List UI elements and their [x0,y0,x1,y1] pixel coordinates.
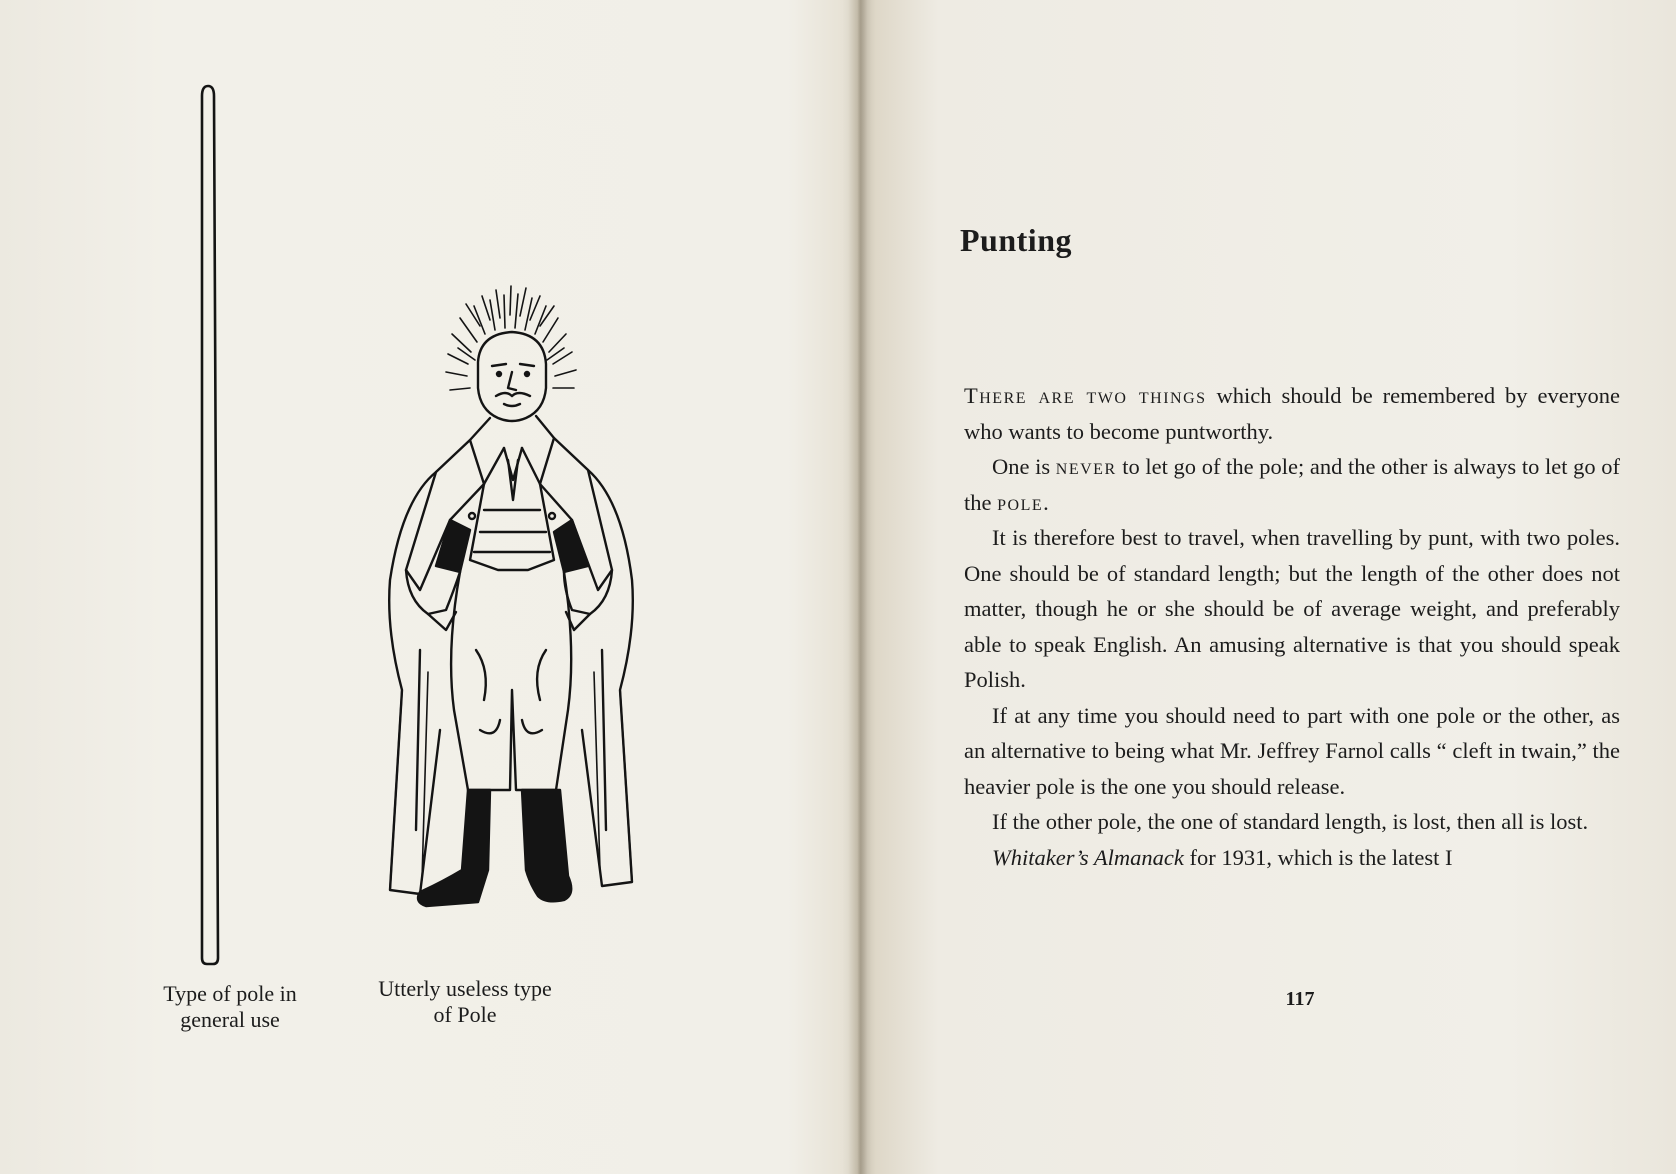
man-in-coat-illustration [350,270,670,970]
paragraph-3: It is therefore best to travel, when travelling by punt, with two poles. One should be of standard length; but the length of the other does not matter, though he or she should be of average weight, and preferably able to speak English. An amusing alternative is that you should speak Polish. [964,525,1620,692]
page-number: 117 [1285,988,1315,1010]
paragraph-4: If at any time you should need to part with one pole or the other, as an alternative to being what Mr. Jeffrey Farnol calls “ cleft in twain,” the heavier pole is the one you should release. [964,702,1620,799]
paragraph-6-rest: for 1931, which is the latest I [1183,844,1453,870]
almanack-title: Whitaker’s Almanack [992,844,1184,870]
body-text [964,378,1620,875]
paragraph-5: If the other pole, the one of standard length, is lost, then all is lost. [992,809,1589,834]
paragraph-6 [964,840,1620,876]
chapter-title: Punting [960,222,1072,258]
never-small-caps: never [1055,454,1117,479]
pole-caption: Type of pole in general use [163,981,297,1032]
paragraph-2-c: . [1043,489,1049,515]
paragraph-2-b: to let go of the pole; and the other is always to let go of the [964,454,1620,515]
paragraph-2 [964,449,1620,520]
paragraph-1 [964,378,1620,449]
lead-small-caps: There are two things [964,383,1207,408]
paragraph-1-rest: which should be remembered by everyone who wants to become puntworthy. [964,383,1620,444]
pole-small-caps: pole [997,489,1044,515]
figure-caption: Utterly useless type of Pole [378,976,552,1027]
pole-illustration [196,82,220,968]
paragraph-2-a: One is [992,454,1056,479]
